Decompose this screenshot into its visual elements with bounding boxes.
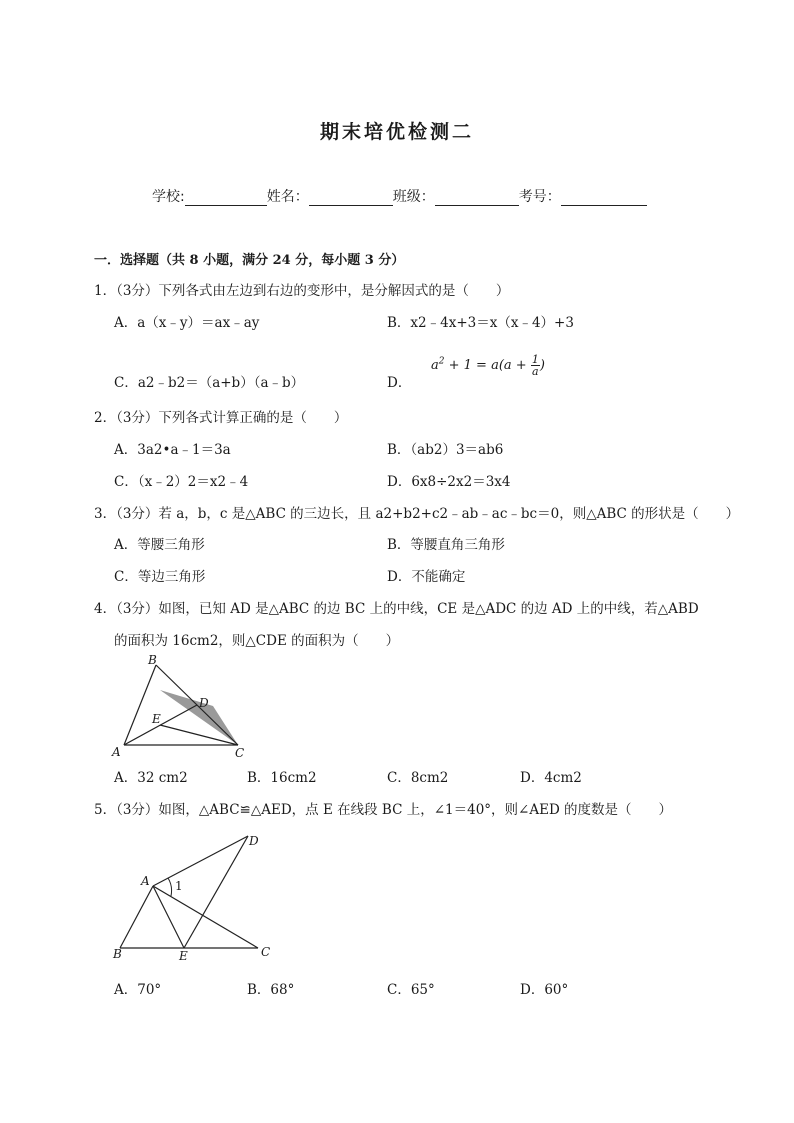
q5-option-d[interactable]: D．60° xyxy=(520,982,569,998)
q5-label-b: B xyxy=(113,947,122,961)
q5-triangle-figure xyxy=(108,828,288,968)
q3-option-b[interactable]: B．等腰直角三角形 xyxy=(387,537,505,553)
q4-side-ab xyxy=(124,665,156,745)
q3-option-d[interactable]: D．不能确定 xyxy=(387,569,466,585)
q5-option-c[interactable]: C．65° xyxy=(387,982,435,998)
q4-label-d: D xyxy=(199,696,209,710)
class-label: 班级： xyxy=(392,189,435,205)
q1-option-d-formula: $a^2 + 1 = a(a$ + $\frac{1}{a}$ ) xyxy=(431,353,545,378)
q5-side-ab xyxy=(120,886,153,948)
q1-option-c[interactable]: C．a2﹣b2＝（a+b）（a﹣b） xyxy=(114,375,305,391)
question-5-stem: 5．（3分）如图，△ABC≌△AED，点 E 在线段 BC 上，∠1＝40°，则∠AED 的度数是（ ） xyxy=(94,802,673,818)
number-label: 考号： xyxy=(518,189,561,205)
question-4-stem-line1: 4．（3分）如图，已知 AD 是△ABC 的边 BC 上的中线，CE 是△ADC 的边 AD 上的中线，若△ABD xyxy=(94,601,699,617)
q5-label-a: A xyxy=(141,874,150,888)
q4-option-a[interactable]: A．32 cm2 xyxy=(114,770,188,786)
q1-option-b[interactable]: B．x2﹣4x+3＝x（x﹣4）+3 xyxy=(387,315,574,331)
info-line xyxy=(152,186,647,206)
section-heading: 一．选择题（共 8 小题，满分 24 分，每小题 3 分） xyxy=(94,253,405,268)
q4-triangle-figure xyxy=(108,648,268,763)
number-blank[interactable] xyxy=(561,191,647,206)
q5-angle-1-arc xyxy=(168,878,172,896)
q5-label-c: C xyxy=(261,945,271,959)
question-2-stem: 2．（3分）下列各式计算正确的是（ ） xyxy=(94,410,348,426)
q5-label-e: E xyxy=(179,949,188,963)
q5-label-d: D xyxy=(249,834,259,848)
question-3-stem: 3．（3分）若 a，b，c 是△ABC 的三边长，且 a2+b2+c2﹣ab﹣ac﹣bc＝0，则△ABC 的形状是（ ） xyxy=(94,506,740,522)
question-4-stem-line2: 的面积为 16cm2，则△CDE 的面积为（ ） xyxy=(114,633,400,649)
q4-label-b: B xyxy=(148,653,157,667)
document-title: 期末培优检测二 xyxy=(319,121,474,143)
q4-option-d[interactable]: D．4cm2 xyxy=(520,770,582,786)
q3-option-a[interactable]: A．等腰三角形 xyxy=(114,537,205,553)
q4-option-c[interactable]: C．8cm2 xyxy=(387,770,449,786)
q3-option-c[interactable]: C．等边三角形 xyxy=(114,569,206,585)
q4-label-a: A xyxy=(112,745,121,759)
q5-option-a[interactable]: A．70° xyxy=(114,982,162,998)
q4-option-b[interactable]: B．16cm2 xyxy=(247,770,317,786)
school-label: 学校: xyxy=(152,189,185,205)
question-1-stem: 1．（3分）下列各式由左边到右边的变形中，是分解因式的是（ ） xyxy=(94,283,510,299)
q5-option-b[interactable]: B．68° xyxy=(247,982,295,998)
q5-label-angle-1: 1 xyxy=(175,879,183,893)
name-label: 姓名： xyxy=(266,189,309,205)
q2-option-c[interactable]: C．（x﹣2）2＝x2﹣4 xyxy=(114,474,249,490)
q4-label-c: C xyxy=(235,746,245,760)
q1-option-d[interactable]: D． xyxy=(387,375,412,391)
name-blank[interactable] xyxy=(309,191,393,206)
class-blank[interactable] xyxy=(435,191,519,206)
q2-option-b[interactable]: B．（ab2）3＝ab6 xyxy=(387,442,504,458)
q1-option-a[interactable]: A．a（x﹣y）＝ax﹣ay xyxy=(114,315,260,331)
q2-option-d[interactable]: D．6x8÷2x2＝3x4 xyxy=(387,474,511,490)
school-blank[interactable] xyxy=(185,191,267,206)
q4-label-e: E xyxy=(152,712,161,726)
q2-option-a[interactable]: A．3a2•a﹣1＝3a xyxy=(114,442,231,458)
